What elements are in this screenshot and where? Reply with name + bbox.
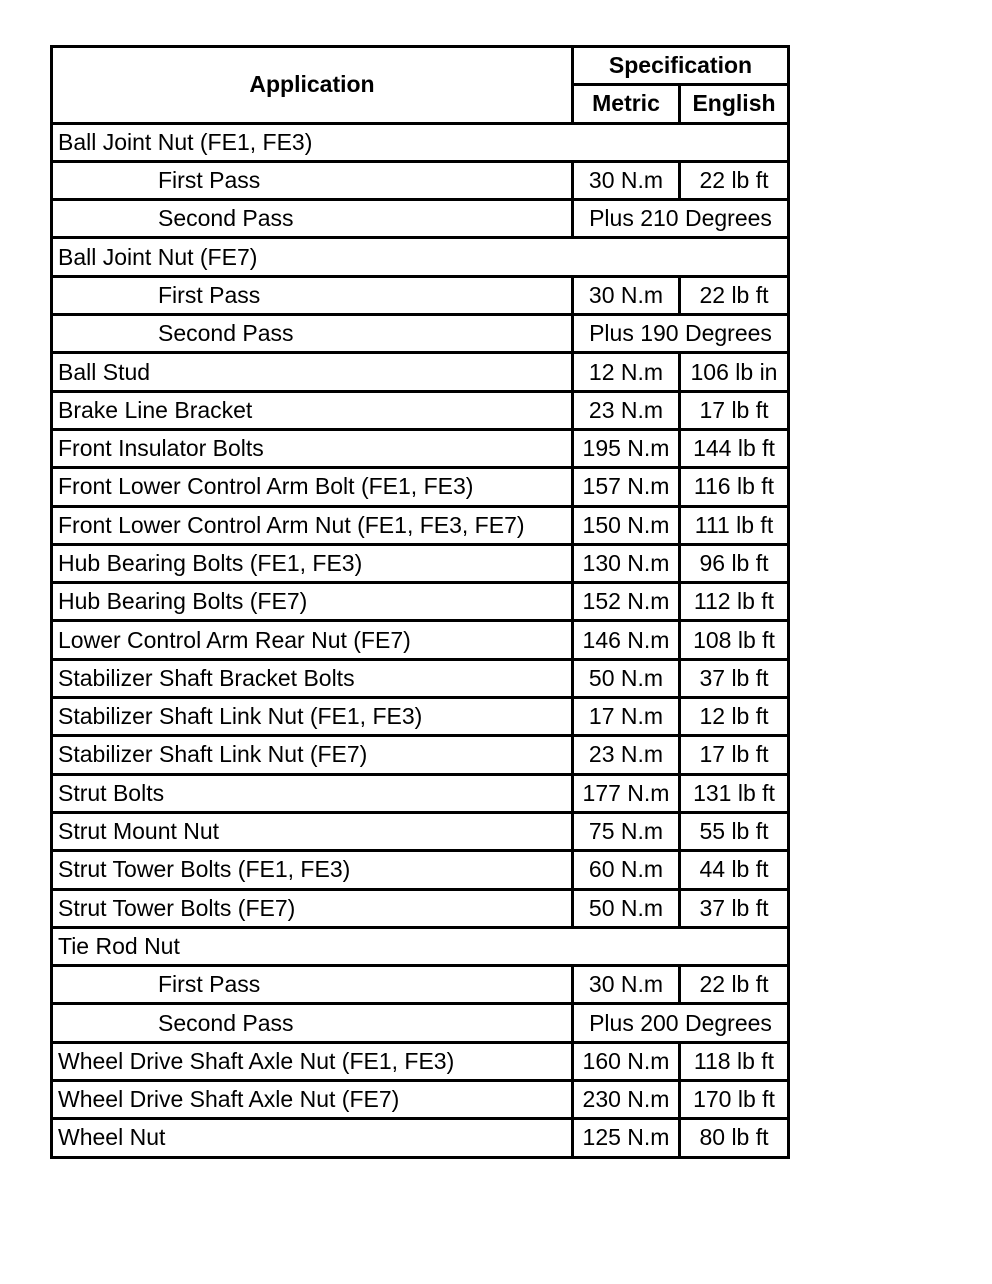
metric-cell: 60 N.m (573, 851, 680, 889)
english-cell: 131 lb ft (680, 774, 789, 812)
table-row (52, 1042, 789, 1080)
application-cell: Strut Mount Nut (52, 812, 573, 850)
table-row (52, 391, 789, 429)
english-cell: 22 lb ft (680, 276, 789, 314)
english-cell: 112 lb ft (680, 583, 789, 621)
table-row (52, 583, 789, 621)
metric-cell: 150 N.m (573, 506, 680, 544)
table-row (52, 353, 789, 391)
application-cell: Stabilizer Shaft Link Nut (FE1, FE3) (52, 698, 573, 736)
application-cell: Strut Bolts (52, 774, 573, 812)
application-cell: Front Lower Control Arm Nut (FE1, FE3, FE7) (52, 506, 573, 544)
header-specification: Specification (573, 47, 789, 85)
english-cell: 22 lb ft (680, 966, 789, 1004)
metric-cell: 30 N.m (573, 161, 680, 199)
application-cell: Brake Line Bracket (52, 391, 573, 429)
metric-cell: 50 N.m (573, 889, 680, 927)
metric-cell: 195 N.m (573, 429, 680, 467)
table-row (52, 851, 789, 889)
english-cell: 111 lb ft (680, 506, 789, 544)
application-cell: Hub Bearing Bolts (FE1, FE3) (52, 544, 573, 582)
torque-spec-table (50, 45, 790, 1159)
table-row (52, 966, 789, 1004)
table-body (52, 123, 789, 1157)
english-cell: 80 lb ft (680, 1119, 789, 1157)
group-label-cell: Ball Joint Nut (FE1, FE3) (52, 123, 789, 161)
application-cell: Strut Tower Bolts (FE1, FE3) (52, 851, 573, 889)
table-row (52, 1004, 789, 1042)
application-cell: First Pass (52, 161, 573, 199)
application-cell: Lower Control Arm Rear Nut (FE7) (52, 621, 573, 659)
metric-cell: 146 N.m (573, 621, 680, 659)
application-cell: Strut Tower Bolts (FE7) (52, 889, 573, 927)
table-row (52, 659, 789, 697)
metric-cell: 177 N.m (573, 774, 680, 812)
group-label-cell: Tie Rod Nut (52, 927, 789, 965)
application-cell: Hub Bearing Bolts (FE7) (52, 583, 573, 621)
table-row (52, 736, 789, 774)
application-cell: Second Pass (52, 315, 573, 353)
metric-cell: 130 N.m (573, 544, 680, 582)
header-row-1 (52, 47, 789, 85)
table-row (52, 698, 789, 736)
metric-cell: 30 N.m (573, 276, 680, 314)
english-cell: 144 lb ft (680, 429, 789, 467)
table-row (52, 468, 789, 506)
application-cell: Ball Stud (52, 353, 573, 391)
table-row (52, 161, 789, 199)
table-row (52, 123, 789, 161)
table-row (52, 544, 789, 582)
table-row (52, 812, 789, 850)
metric-cell: 17 N.m (573, 698, 680, 736)
english-cell: 17 lb ft (680, 391, 789, 429)
application-cell: Second Pass (52, 1004, 573, 1042)
english-cell: 22 lb ft (680, 161, 789, 199)
table-row (52, 315, 789, 353)
application-cell: Wheel Nut (52, 1119, 573, 1157)
english-cell: 170 lb ft (680, 1081, 789, 1119)
table-row (52, 1081, 789, 1119)
application-cell: Front Lower Control Arm Bolt (FE1, FE3) (52, 468, 573, 506)
english-cell: 44 lb ft (680, 851, 789, 889)
metric-cell: 30 N.m (573, 966, 680, 1004)
torque-spec-table-container (50, 45, 787, 1159)
table-row (52, 238, 789, 276)
application-cell: Second Pass (52, 200, 573, 238)
metric-cell: 152 N.m (573, 583, 680, 621)
header-metric: Metric (573, 85, 680, 123)
application-cell: Stabilizer Shaft Link Nut (FE7) (52, 736, 573, 774)
table-row (52, 506, 789, 544)
spec-span-cell: Plus 200 Degrees (573, 1004, 789, 1042)
table-row (52, 200, 789, 238)
header-english: English (680, 85, 789, 123)
spec-span-cell: Plus 190 Degrees (573, 315, 789, 353)
application-cell: Wheel Drive Shaft Axle Nut (FE7) (52, 1081, 573, 1119)
application-cell: Front Insulator Bolts (52, 429, 573, 467)
table-row (52, 927, 789, 965)
metric-cell: 230 N.m (573, 1081, 680, 1119)
metric-cell: 23 N.m (573, 391, 680, 429)
group-label-cell: Ball Joint Nut (FE7) (52, 238, 789, 276)
metric-cell: 157 N.m (573, 468, 680, 506)
table-row (52, 774, 789, 812)
table-row (52, 621, 789, 659)
english-cell: 17 lb ft (680, 736, 789, 774)
spec-span-cell: Plus 210 Degrees (573, 200, 789, 238)
english-cell: 118 lb ft (680, 1042, 789, 1080)
english-cell: 12 lb ft (680, 698, 789, 736)
metric-cell: 125 N.m (573, 1119, 680, 1157)
table-row (52, 889, 789, 927)
application-cell: Stabilizer Shaft Bracket Bolts (52, 659, 573, 697)
metric-cell: 75 N.m (573, 812, 680, 850)
metric-cell: 160 N.m (573, 1042, 680, 1080)
table-row (52, 276, 789, 314)
metric-cell: 50 N.m (573, 659, 680, 697)
table-row (52, 429, 789, 467)
application-cell: Wheel Drive Shaft Axle Nut (FE1, FE3) (52, 1042, 573, 1080)
metric-cell: 12 N.m (573, 353, 680, 391)
english-cell: 55 lb ft (680, 812, 789, 850)
english-cell: 37 lb ft (680, 889, 789, 927)
table-row (52, 1119, 789, 1157)
english-cell: 37 lb ft (680, 659, 789, 697)
application-cell: First Pass (52, 276, 573, 314)
english-cell: 96 lb ft (680, 544, 789, 582)
application-cell: First Pass (52, 966, 573, 1004)
header-application: Application (52, 47, 573, 124)
english-cell: 116 lb ft (680, 468, 789, 506)
english-cell: 106 lb in (680, 353, 789, 391)
english-cell: 108 lb ft (680, 621, 789, 659)
metric-cell: 23 N.m (573, 736, 680, 774)
